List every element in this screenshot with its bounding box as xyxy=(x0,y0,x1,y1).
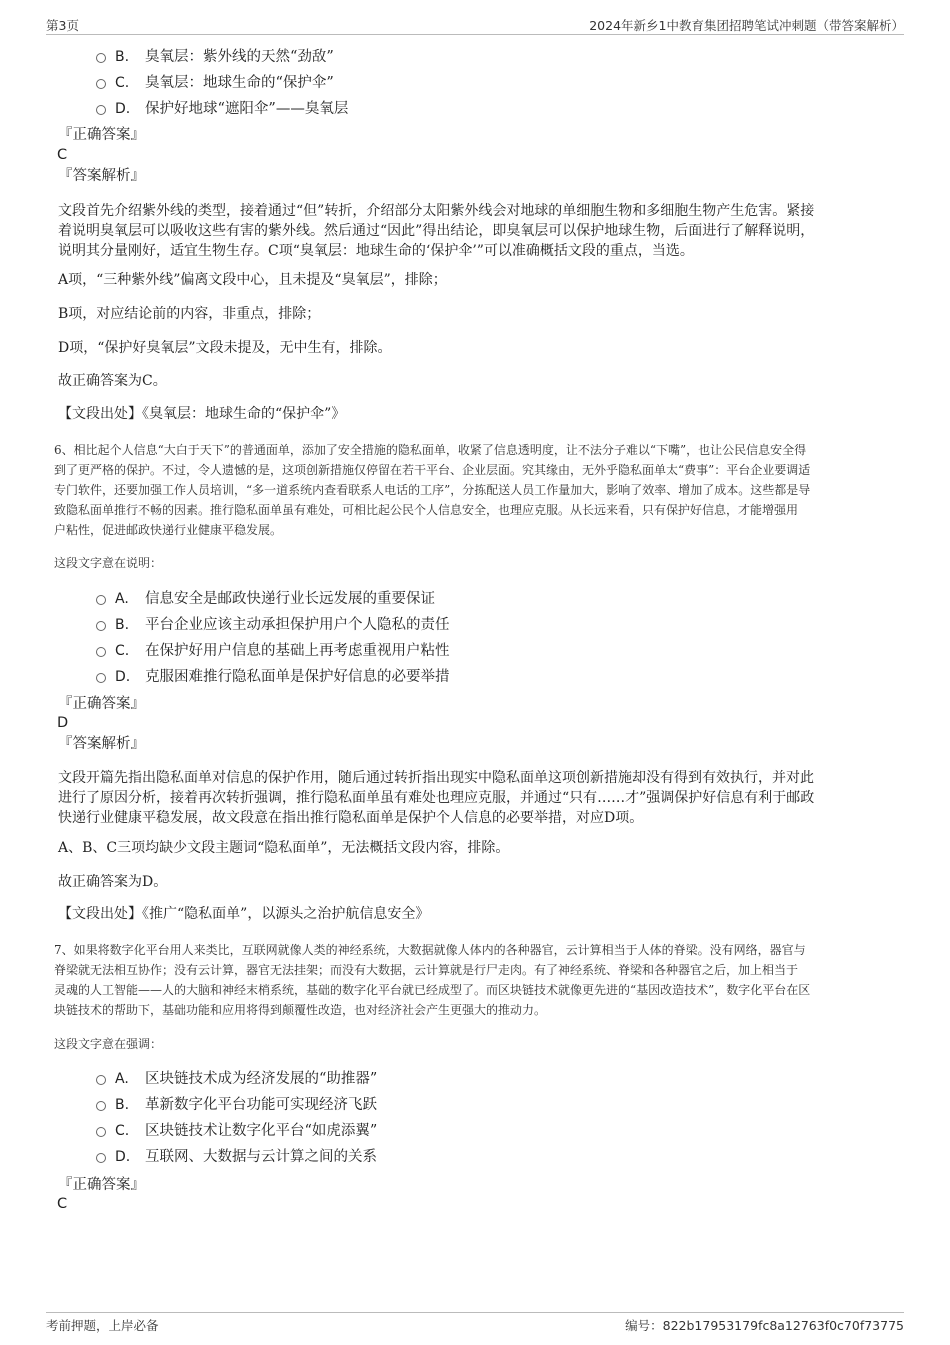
q5-answer: C xyxy=(57,147,68,163)
radio-icon[interactable] xyxy=(96,1101,106,1111)
q6-option-a[interactable]: A. 信息安全是邮政快递行业长远发展的重要保证 xyxy=(96,589,435,609)
q6-note-abc: A、B、C三项均缺少文段主题词“隐私面单”，无法概括文段内容，排除。 xyxy=(58,840,510,856)
radio-icon[interactable] xyxy=(96,1127,106,1137)
radio-icon[interactable] xyxy=(96,621,106,631)
q6-analysis: 文段开篇先指出隐私面单对信息的保护作用，随后通过转折指出现实中隐私面单这项创新措施却没有得到有效执行，并对此 进行了原因分析，接着再次转折强调，推行隐私面单虽有难处也理应克服，并通过“只有……才”强调保护好信息有利于邮政 快递行业健康平稳发展，故文段意在指出推行隐私面单是保护个人信息的必要举措，对应D项。 xyxy=(58,770,815,826)
q5-analysis: 文段首先介绍紫外线的类型，接着通过“但”转折，介绍部分太阳紫外线会对地球的单细胞生物和多细胞生物产生危害。紧接 着说明臭氧层可以吸收这些有害的紫外线。然后通过“因此”得出结论，即臭氧层可以保护地球生物，后面进行了解释说明， 说明其分量刚好，适宜生物生存。C项“臭氧层：地球生命的‘保护伞’”可以准确概括文段的重点，当选。 xyxy=(58,203,815,259)
q6-answer: D xyxy=(57,715,69,731)
radio-icon[interactable] xyxy=(96,105,106,115)
q5-option-d[interactable]: D. 保护好地球“遮阳伞”——臭氧层 xyxy=(96,99,348,119)
q5-analysis-label: 『答案解析』 xyxy=(58,168,145,184)
radio-icon[interactable] xyxy=(96,79,106,89)
document-title: 2024年新乡1中教育集团招聘笔试冲刺题（带答案解析） xyxy=(589,18,904,33)
q7-option-b[interactable]: B. 革新数字化平台功能可实现经济飞跃 xyxy=(96,1095,377,1115)
radio-icon[interactable] xyxy=(96,1153,106,1163)
q7-question: 7、如果将数字化平台用人来类比，互联网就像人类的神经系统，大数据就像人体内的各种器官，云计算相当于人体的脊梁。没有网络，器官与 脊梁就无法相互协作；没有云计算，器官无法挂架；而没有大数据，云计算就是行尸走肉。有了神经系统、脊梁和各种器官之后，加上相当于 灵魂的人工智能——人的大脑和神经末梢系统，基础的数字化平台就已经成型了。而区块链技术就像更先进的“基因改造技术”，数字化平台在区 块链技术的帮助下，基础功能和应用将得到颠覆性改造，也对经济社会产生更强大的推动力。 xyxy=(54,943,811,1017)
radio-icon[interactable] xyxy=(96,595,106,605)
page-header xyxy=(46,14,904,35)
page-footer xyxy=(46,1312,904,1333)
radio-icon[interactable] xyxy=(96,53,106,63)
q5-source: 【文段出处】《臭氧层：地球生命的“保护伞”》 xyxy=(58,406,346,422)
q6-option-b[interactable]: B. 平台企业应该主动承担保护用户个人隐私的责任 xyxy=(96,615,450,635)
q6-analysis-label: 『答案解析』 xyxy=(58,736,145,752)
q7-option-c[interactable]: C. 区块链技术让数字化平台“如虎添翼” xyxy=(96,1121,377,1141)
q7-prompt: 这段文字意在强调： xyxy=(54,1037,163,1051)
footer-slogan: 考前押题，上岸必备 xyxy=(46,1318,159,1333)
q5-note-a: A项，“三种紫外线”偏离文段中心，且未提及“臭氧层”，排除； xyxy=(58,272,447,288)
q6-source: 【文段出处】《推广“隐私面单”，以源头之治护航信息安全》 xyxy=(58,906,430,922)
radio-icon[interactable] xyxy=(96,673,106,683)
q7-option-a[interactable]: A. 区块链技术成为经济发展的“助推器” xyxy=(96,1069,377,1089)
footer-serial: 编号：822b17953179fc8a12763f0c70f73775 xyxy=(625,1318,904,1333)
q7-answer-label: 『正确答案』 xyxy=(58,1177,145,1193)
q6-question: 6、相比起个人信息“大白于天下”的普通面单，添加了安全措施的隐私面单，收紧了信息透明度，让不法分子难以“下嘴”，也让公民信息安全得 到了更严格的保护。不过，令人遗憾的是，这项创新措施仅停留在若干平台、企业层面。究其缘由，无外乎隐私面单太“费事”：平台企业要调适 专门软件，还要加强工作人员培训，“多一道系统内查看联系人电话的工序”，分拣配送人员工作量加大，影响了效率、增加了成本。这些都是导 致隐私面单推行不畅的因素。推行隐私面单虽有难处，可相比起公民个人信息安全，也理应克服。从长远来看，只有保护好信息，才能增强用 户粘性，促进邮政快递行业健康平稳发展。 xyxy=(54,443,811,537)
q7-answer: C xyxy=(57,1196,68,1212)
q6-option-c[interactable]: C. 在保护好用户信息的基础上再考虑重视用户粘性 xyxy=(96,641,450,661)
q5-option-b[interactable]: B. 臭氧层：紫外线的天然“劲敌” xyxy=(96,47,334,67)
q5-answer-label: 『正确答案』 xyxy=(58,127,145,143)
q5-note-b: B项，对应结论前的内容，非重点，排除； xyxy=(58,306,321,322)
q6-prompt: 这段文字意在说明： xyxy=(54,556,163,570)
q5-option-c[interactable]: C. 臭氧层：地球生命的“保护伞” xyxy=(96,73,334,93)
q5-note-d: D项，“保护好臭氧层”文段未提及，无中生有，排除。 xyxy=(58,340,392,356)
q7-option-d[interactable]: D. 互联网、大数据与云计算之间的关系 xyxy=(96,1147,377,1167)
page-number: 第3页 xyxy=(46,18,79,33)
radio-icon[interactable] xyxy=(96,1075,106,1085)
radio-icon[interactable] xyxy=(96,647,106,657)
q6-conclusion: 故正确答案为D。 xyxy=(58,874,168,890)
q6-option-d[interactable]: D. 克服困难推行隐私面单是保护好信息的必要举措 xyxy=(96,667,450,687)
q6-answer-label: 『正确答案』 xyxy=(58,696,145,712)
q5-conclusion: 故正确答案为C。 xyxy=(58,373,167,389)
